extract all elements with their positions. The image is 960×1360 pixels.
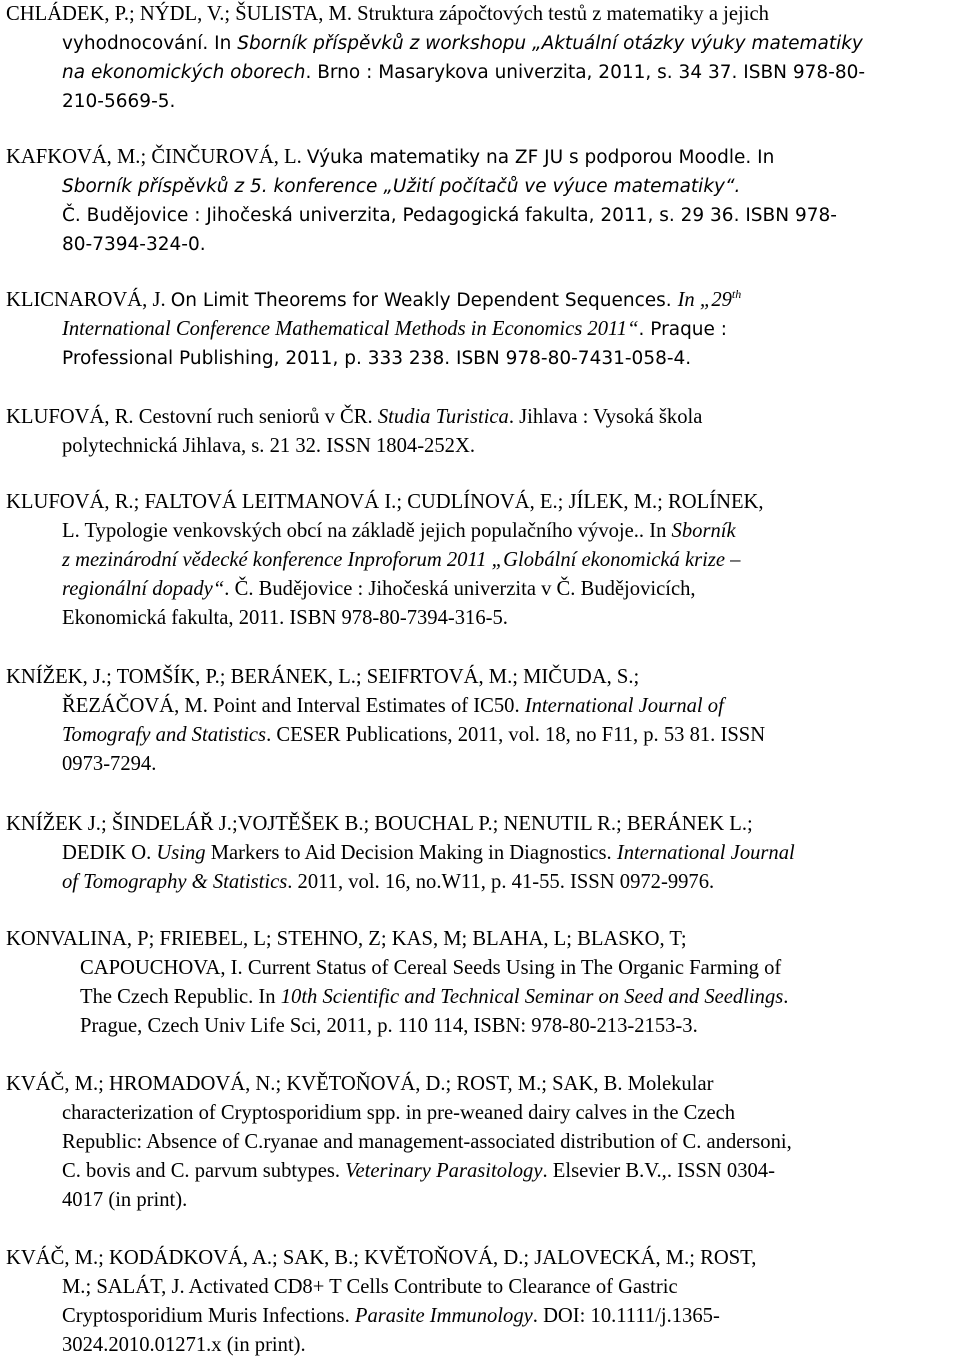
ref-superscript: th [731, 287, 742, 301]
ref-text: . 2011, vol. 16, no.W11, p. 41-55. ISSN 0972-9976. [287, 871, 715, 893]
ref-source: International Conference Mathematical Methods in Economics 2011“ [62, 318, 639, 340]
ref-authors: KLICNAROVÁ, J. [6, 289, 171, 311]
ref-line [6, 810, 956, 839]
reference-klufova-1 [6, 403, 956, 461]
ref-source: 10th Scientific and Technical Seminar on Seed and Seedlings [280, 986, 784, 1008]
reference-klicnarova [6, 286, 956, 373]
ref-source: z mezinárodní vědecké konference Inproforum 2011 „Globální ekonomická krize – [62, 549, 741, 571]
ref-text: 3024.2010.01271.x (in print). [62, 1334, 306, 1356]
ref-line [6, 315, 956, 344]
ref-text: Professional Publishing, 2011, p. 333 238. ISBN 978-80-7431-058-4. [62, 348, 692, 369]
ref-text: Prague, Czech Univ Life Sci, 2011, p. 110 114, ISBN: 978-80-213-2153-3. [80, 1015, 698, 1037]
ref-line [6, 143, 956, 172]
ref-line [6, 58, 956, 87]
ref-authors: KNÍŽEK J.; ŠINDELÁŘ J.;VOJTĚŠEK B.; BOUCHAL P.; NENUTIL R.; BERÁNEK L.; [6, 813, 753, 835]
reference-kvac-1 [6, 1070, 956, 1215]
reference-knizek-1 [6, 663, 956, 779]
ref-text: Ekonomická fakulta, 2011. ISBN 978-80-7394-316-5. [62, 607, 508, 629]
ref-line [6, 201, 956, 230]
ref-line [6, 1302, 956, 1331]
ref-line [6, 517, 956, 546]
ref-source: Sborník [671, 520, 736, 542]
ref-line [6, 1244, 956, 1273]
ref-line [6, 604, 956, 633]
ref-line [6, 1186, 956, 1215]
ref-authors: KVÁČ, M.; KODÁDKOVÁ, A.; SAK, B.; KVĚTOŇOVÁ, D.; JALOVECKÁ, M.; ROST, [6, 1247, 757, 1269]
ref-authors: KONVALINA, P; FRIEBEL, L; STEHNO, Z; KAS, M; BLAHA, L; BLASKO, T; [6, 928, 687, 950]
ref-text: CAPOUCHOVA, I. Current Status of Cereal Seeds Using in The Organic Farming of [80, 957, 782, 979]
ref-source: of Tomography & Statistics [62, 871, 288, 893]
ref-text: C. bovis and C. parvum subtypes. [62, 1160, 346, 1182]
ref-line [6, 286, 956, 315]
reference-chladek [6, 0, 956, 116]
ref-line [6, 546, 956, 575]
ref-line [6, 750, 956, 779]
ref-text: polytechnická Jihlava, s. 21 32. ISSN 1804-252X. [62, 435, 475, 457]
ref-line [6, 983, 956, 1012]
reference-knizek-2 [6, 810, 956, 897]
ref-line [6, 432, 956, 461]
ref-line [6, 1070, 956, 1099]
ref-text: Markers to Aid Decision Making in Diagnostics. [205, 842, 617, 864]
ref-line [6, 1128, 956, 1157]
ref-text: 210-5669-5. [62, 91, 176, 112]
ref-line [6, 721, 956, 750]
ref-line [6, 1012, 956, 1041]
ref-source: Parasite Immunology [354, 1305, 533, 1327]
ref-source: Sborník příspěvků z workshopu „Aktuální otázky výuky matematiky [237, 33, 863, 54]
ref-source: In „29 [677, 289, 732, 311]
ref-text: . Č. Budějovice : Jihočeská univerzita v Č. Budějovicích, [224, 578, 696, 600]
ref-line [6, 1157, 956, 1186]
ref-line [6, 925, 956, 954]
ref-line [6, 839, 956, 868]
ref-line [6, 1331, 956, 1360]
ref-source: International Journal of [524, 695, 724, 717]
ref-text: . [783, 986, 789, 1008]
reference-kafkova [6, 143, 956, 259]
ref-line [6, 663, 956, 692]
ref-text: . Praque : [638, 319, 728, 340]
ref-line [6, 403, 956, 432]
ref-text: vyhodnocování. In [62, 33, 238, 54]
ref-source: na ekonomických oborech [62, 62, 306, 83]
ref-line [6, 488, 956, 517]
ref-line [6, 0, 956, 29]
ref-text: M.; SALÁT, J. Activated CD8+ T Cells Contribute to Clearance of Gastric [62, 1276, 678, 1298]
ref-text: 0973-7294. [62, 753, 157, 775]
ref-source: International Journal [616, 842, 795, 864]
ref-text: L. Typologie venkovských obcí na základě jejich populačního vývoje.. In [62, 520, 672, 542]
ref-text: CHLÁDEK, P.; NÝDL, V.; ŠULISTA, M. Struktura zápočtových testů z matematiky a jejich [6, 3, 769, 25]
ref-text: 80-7394-324-0. [62, 234, 206, 255]
ref-authors: KLUFOVÁ, R.; FALTOVÁ LEITMANOVÁ I.; CUDLÍNOVÁ, E.; JÍLEK, M.; ROLÍNEK, [6, 491, 764, 513]
ref-line [6, 868, 956, 897]
reference-klufova-2 [6, 488, 956, 633]
ref-text: Republic: Absence of C.ryanae and management-associated distribution of C. andersoni, [62, 1131, 792, 1153]
ref-text: . Brno : Masarykova univerzita, 2011, s. 34 37. ISBN 978-80- [305, 62, 866, 83]
ref-text: The Czech Republic. In [80, 986, 281, 1008]
ref-line [6, 692, 956, 721]
reference-konvalina [6, 925, 956, 1041]
ref-title: Výuka matematiky na ZF JU s podporou Moodle. In [306, 147, 775, 168]
ref-line [6, 87, 956, 116]
ref-source: Sborník příspěvků z 5. [62, 176, 274, 197]
ref-line [6, 1099, 956, 1128]
ref-source: Using [156, 842, 206, 864]
reference-kvac-2 [6, 1244, 956, 1360]
ref-line [6, 29, 956, 58]
ref-line [6, 344, 956, 373]
ref-text: DEDIK O. [62, 842, 157, 864]
ref-text: KLUFOVÁ, R. Cestovní ruch seniorů v ČR. [6, 406, 378, 428]
ref-authors: KNÍŽEK, J.; TOMŠÍK, P.; BERÁNEK, L.; SEIFRTOVÁ, M.; MIČUDA, S.; [6, 666, 640, 688]
ref-source: regionální dopady“ [62, 578, 225, 600]
ref-line [6, 230, 956, 259]
ref-text: characterization of Cryptosporidium spp. in pre-weaned dairy calves in the Czech [62, 1102, 736, 1124]
ref-text: 4017 (in print). [62, 1189, 188, 1211]
ref-text: . DOI: 10.1111/j.1365- [532, 1305, 720, 1327]
ref-text: . CESER Publications, 2011, vol. 18, no F11, p. 53 81. ISSN [266, 724, 766, 746]
ref-text: Č. Budějovice : Jihočeská univerzita, Pedagogická fakulta, 2011, s. 29 36. ISBN 978- [62, 205, 837, 226]
ref-title: On Limit Theorems for Weakly Dependent Sequences. [170, 290, 678, 311]
ref-text: . Elsevier B.V.,. ISSN 0304- [542, 1160, 775, 1182]
ref-text: ŘEZÁČOVÁ, M. Point and Interval Estimates of IC50. [62, 695, 525, 717]
ref-source: Studia Turistica [377, 406, 509, 428]
ref-line [6, 575, 956, 604]
ref-text: . Jihlava : Vysoká škola [508, 406, 703, 428]
ref-source: konference „Užití počítačů ve výuce matematiky“. [273, 176, 741, 197]
ref-authors: KAFKOVÁ, M.; ČINČUROVÁ, L. [6, 146, 307, 168]
ref-source: Veterinary Parasitology [345, 1160, 543, 1182]
ref-line [6, 172, 956, 201]
ref-source: Tomografy and Statistics [62, 724, 267, 746]
ref-authors: KVÁČ, M.; HROMADOVÁ, N.; KVĚTOŇOVÁ, D.; ROST, M.; SAK, B. Molekular [6, 1073, 714, 1095]
ref-line [6, 1273, 956, 1302]
ref-line [6, 954, 956, 983]
ref-text: Cryptosporidium Muris Infections. [62, 1305, 355, 1327]
